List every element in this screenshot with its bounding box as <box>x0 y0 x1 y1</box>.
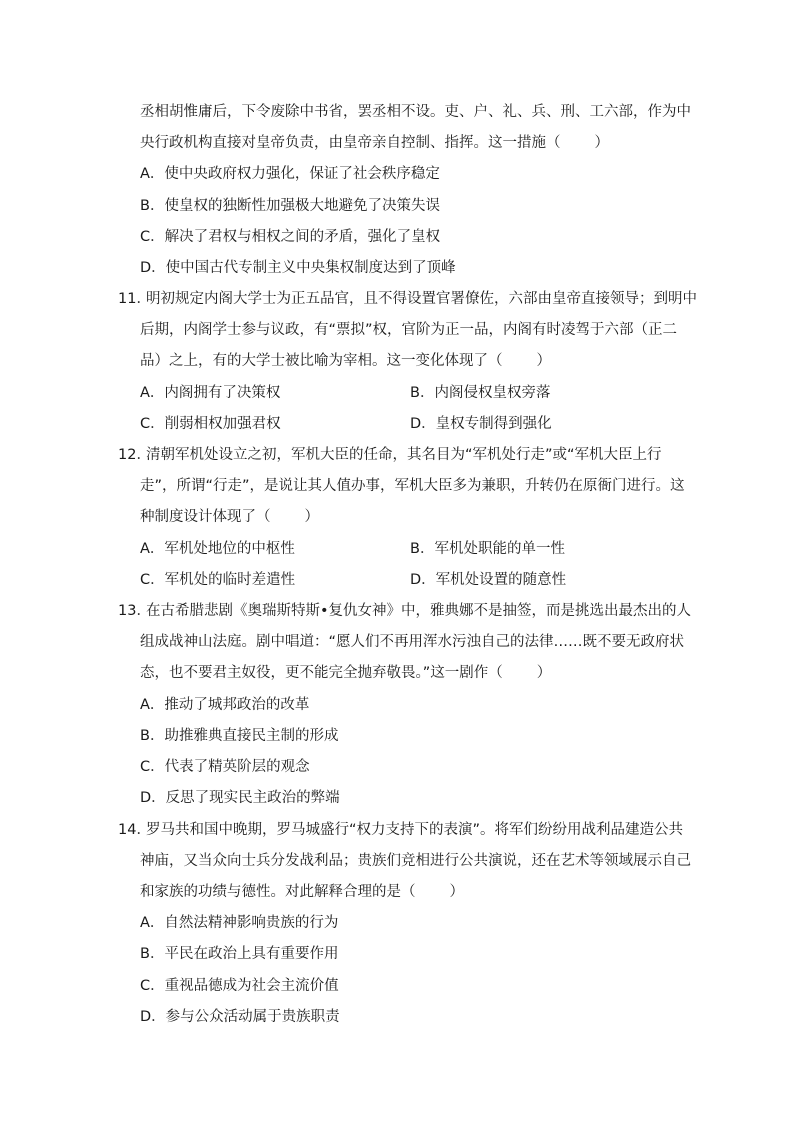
q11-stem-line3: 品）之上，有的大学士被比喻为宰相。这一变化体现了（ ） <box>140 353 551 369</box>
q12-option-c: C．军机处的临时差遣性 <box>140 572 296 588</box>
q11-stem-line2: 后期，内阁学士参与议政，有“票拟”权，官阶为正一品，内阁有时凌驾于六部（正二 <box>140 322 678 338</box>
q12-option-d: D．军机处设置的随意性 <box>410 572 567 588</box>
q12-stem-line3: 种制度设计体现了（ ） <box>140 509 319 525</box>
q12-stem-line2: 走”，所谓“行走”，是说让其人值办事，军机大臣多为兼职，升转仍在原衙门进行。这 <box>140 478 685 494</box>
q10-option-b: B．使皇权的独断性加强极大地避免了决策失误 <box>140 198 440 214</box>
q13-stem-line1: 在古希腊悲剧《奥瑞斯特斯•复仇女神》中，雅典娜不是抽签，而是挑选出最杰出的人 <box>146 603 692 619</box>
q14-stem-line3: 和家族的功绩与德性。对此解释合理的是（ ） <box>140 884 464 900</box>
q12-number: 12． <box>118 447 151 463</box>
q13-option-d: D．反思了现实民主政治的弊端 <box>140 790 340 806</box>
q14-option-b: B．平民在政治上具有重要作用 <box>140 946 339 962</box>
q12-stem-line1: 清朝军机处设立之初，军机大臣的任命，其名目为“军机处行走”或“军机大臣上行 <box>146 447 662 463</box>
q11-stem-line1: 明初规定内阁大学士为正五品官，且不得设置官署僚佐，六部由皇帝直接领导；到明中 <box>146 291 697 307</box>
q11-option-c: C．削弱相权加强君权 <box>140 416 281 432</box>
q11-option-d: D．皇权专制得到强化 <box>410 416 552 432</box>
q14-stem-line2: 神庙，又当众向士兵分发战利品；贵族们竞相进行公共演说，还在艺术等领域展示自己 <box>140 853 691 869</box>
q10-stem-line2: 央行政机构直接对皇帝负责，由皇帝亲自控制、指挥。这一措施（ ） <box>140 135 609 151</box>
q13-stem-line3: 态，也不要君主奴役，更不能完全抛弃敬畏。”这一剧作（ ） <box>140 665 552 681</box>
q12-option-a: A．军机处地位的中枢性 <box>140 541 295 557</box>
q10-option-c: C．解决了君权与相权之间的矛盾，强化了皇权 <box>140 229 441 245</box>
q11-number: 11． <box>118 291 151 307</box>
q13-stem-line2: 组成战神山法庭。剧中唱道：“愿人们不再用浑水污浊自己的法律……既不要无政府状 <box>140 634 685 650</box>
q14-option-a: A．自然法精神影响贵族的行为 <box>140 915 339 931</box>
q13-option-c: C．代表了精英阶层的观念 <box>140 759 310 775</box>
q10-option-a: A．使中央政府权力强化，保证了社会秩序稳定 <box>140 166 440 182</box>
q10-stem-line1: 丞相胡惟庸后，下令废除中书省，罢丞相不设。吏、户、礼、兵、刑、工六部，作为中 <box>140 104 691 120</box>
q13-option-a: A．推动了城邦政治的改革 <box>140 697 310 713</box>
q11-option-b: B．内阁侵权皇权旁落 <box>410 385 551 401</box>
q13-option-b: B．助推雅典直接民主制的形成 <box>140 728 339 744</box>
q12-option-b: B．军机处职能的单一性 <box>410 541 565 557</box>
q13-number: 13． <box>118 603 151 619</box>
q14-option-d: D．参与公众活动属于贵族职责 <box>140 1009 340 1025</box>
q14-number: 14． <box>118 822 151 838</box>
q14-option-c: C．重视品德成为社会主流价值 <box>140 978 339 994</box>
q14-stem-line1: 罗马共和国中晚期，罗马城盛行“权力支持下的表演”。将军们纷纷用战利品建造公共 <box>146 822 684 838</box>
q11-option-a: A．内阁拥有了决策权 <box>140 385 281 401</box>
q10-option-d: D．使中国古代专制主义中央集权制度达到了顶峰 <box>140 260 456 276</box>
